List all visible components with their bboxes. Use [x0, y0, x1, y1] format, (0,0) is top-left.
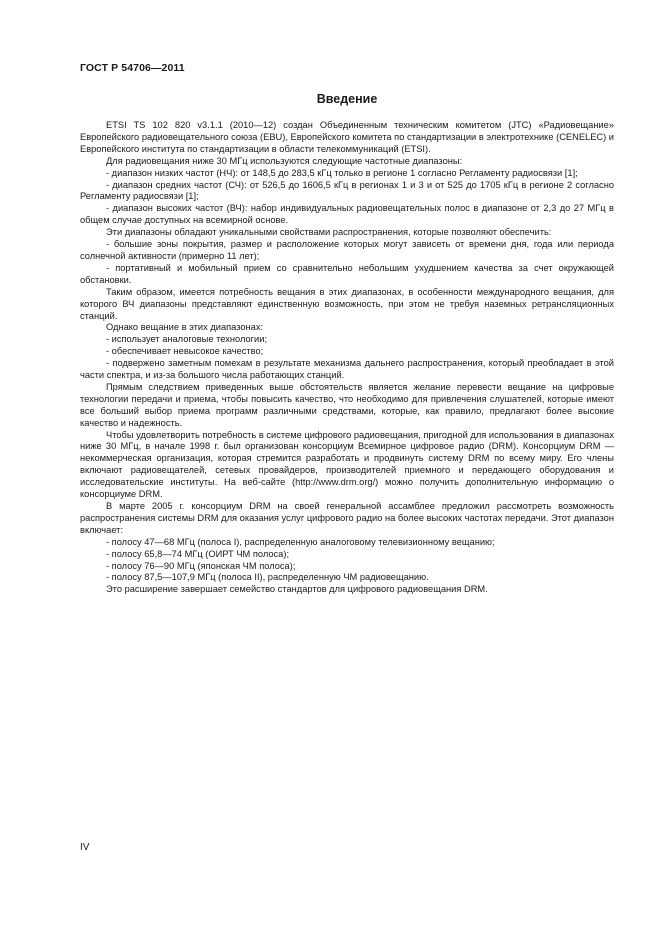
section-title: Введение — [316, 92, 378, 106]
paragraph: Эти диапазоны обладают уникальными свойствами распространения, которые позволяют обеспечить: — [106, 227, 552, 238]
list-item: - использует аналоговые технологии; — [106, 334, 268, 345]
list-item: - полосу 65,8—74 МГц (ОИРТ ЧМ полоса); — [106, 548, 290, 559]
list-item: - диапазон средних частот (СЧ): от 526,5 до 1606,5 кГц в регионах 1 и 3 и от 525 до 1705 кГц в регионе 2 согласно Регламенту радиосвязи [1]; — [80, 179, 614, 202]
body-text — [80, 120, 614, 596]
paragraph: Однако вещание в этих диапазонах: — [106, 322, 264, 333]
paragraph: Это расширение завершает семейство стандартов для цифрового радиовещания DRM. — [106, 584, 488, 595]
paragraph: В марте 2005 г. консорциум DRM на своей генеральной ассамблее предложил рассмотреть возможность распространения системы DRM для оказания услуг цифрового радио на более высоких частотах передачи. Этот диапазон включает: — [80, 501, 614, 535]
paragraph: Прямым следствием приведенных выше обстоятельств является желание перевести вещание на цифровые технологии передачи и приема, чтобы повысить качество, что необходимо для привлечения слушателей, которые имеют все больший выбор приема программ различными средствами, которые, как правило, предлагают более высокие качество и надежность. — [80, 381, 614, 428]
document-code: ГОСТ Р 54706—2011 — [80, 62, 185, 74]
list-item: - подвержено заметным помехам в результате механизма дальнего распространения, который преобладает в этой части спектра, и из-за большого числа работающих станций. — [80, 358, 614, 381]
list-item: - большие зоны покрытия, размер и расположение которых могут зависеть от времени дня, года или периода солнечной активности (примерно 11 лет); — [80, 239, 614, 261]
list-item: - полосу 76—90 МГц (японская ЧМ полоса); — [106, 560, 296, 571]
paragraph: ETSI TS 102 820 v3.1.1 (2010—12) создан Объединенным техническим комитетом (JTC) «Радиовещание» Европейского радиовещательного союза (EBU), Европейского комитета по стандартизации в электротехнике (CENELEC) и Европейского института по стандартизации в области телекоммуникаций (ETSI). — [80, 120, 614, 154]
page-number: IV — [80, 842, 90, 853]
list-item: - портативный и мобильный прием со сравнительно небольшим ухудшением качества за счет окружающей обстановки. — [80, 262, 614, 285]
list-item: - диапазон низких частот (НЧ): от 148,5 до 283,5 кГц только в регионе 1 согласно Регламенту радиосвязи [1]; — [106, 167, 578, 178]
list-item: - обеспечивает невысокое качество; — [106, 346, 264, 357]
list-item: - полосу 47—68 МГц (полоса I), распределенную аналоговому телевизионному вещанию; — [106, 536, 495, 547]
list-item: - полосу 87,5—107,9 МГц (полоса II), распределенную ЧМ радиовещанию. — [106, 572, 429, 583]
paragraph: Для радиовещания ниже 30 МГц используются следующие частотные диапазоны: — [106, 155, 463, 166]
paragraph: Чтобы удовлетворить потребность в системе цифрового радиовещания, пригодной для использования в диапазонах ниже 30 МГц, в начале 1998 г. был организован консорциум Всемирное цифровое радио (DRM). Консорциум DRM — некоммерческая организация, которая стремится разработать и продвинуть систему DRM по всему миру. Его члены включают радиовещателей, сетевых провайдеров, производителей приемного и передающего оборудования и исследовательские институты. На веб-сайте (http://www.drm.org/) можно получить дополнительную информацию о консорциуме DRM. — [80, 429, 614, 500]
paragraph: Таким образом, имеется потребность вещания в этих диапазонах, в особенности международного вещания, для которого ВЧ диапазоны представляют единственную возможность, при этом не требуя наземных ретрансляционных станций. — [80, 286, 614, 321]
list-item: - диапазон высоких частот (ВЧ): набор индивидуальных радиовещательных полос в диапазоне от 2,3 до 27 МГц в общем случае доступных на всемирной основе. — [80, 203, 614, 226]
